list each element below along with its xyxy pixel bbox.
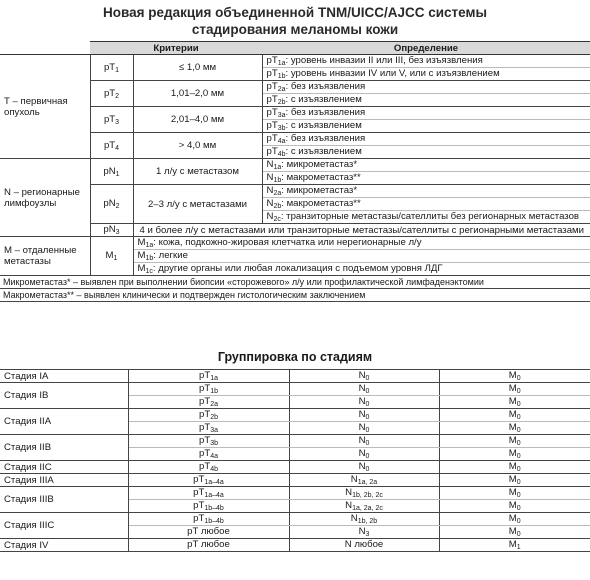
stage-n-value [289,409,439,422]
tnm-definition-text: : с изъязвлением [285,120,362,131]
tnm-code-main: pT [103,87,116,99]
stage-m-main: M [508,513,517,524]
tnm-code-sub: 4 [115,144,120,152]
stage-t-value [128,435,289,448]
tnm-header-definition: Определение [262,42,590,55]
stage-n-main: N [358,422,366,433]
stage-m-sub: 0 [516,388,521,395]
tnm-definition-text: : без изъязвления [285,81,366,92]
stage-n-sub: 1a, 2a, 2c [352,505,383,512]
tnm-definition [262,120,590,133]
stage-m-sub: 1 [516,544,521,551]
stages-title: Группировка по стадиям [217,350,373,364]
stage-t-sub: 4b [210,466,218,473]
tnm-note-row [0,276,590,289]
tnm-code [90,237,133,276]
tnm-definition [262,172,590,185]
tnm-definition-text: : макрометастаз** [281,172,361,183]
tnm-definition-prefix: pT [266,107,278,118]
tnm-definition-sub: 2a [273,190,282,197]
tnm-category-t: Т – первичная опухоль [0,55,90,159]
stage-t-main: pT [199,435,211,446]
stage-n-sub: 1b, 2b [357,518,378,525]
stage-row [0,513,590,526]
footnote: Микрометастаз* – выявлен при выполнении биопсии «сторожевого» л/у или профилактической лимфаденэктомии [0,276,590,289]
stage-row [0,370,590,383]
tnm-category-n: N – регионарные лимфоузлы [0,159,90,237]
stage-m-value [439,409,590,422]
stage-m-sub: 0 [516,505,521,512]
stage-n-value [289,422,439,435]
tnm-definition-sub: 1a [145,242,154,249]
stage-t-main: pT [199,396,211,407]
tnm-definition-sub: 1b [273,177,282,184]
stage-m-value [439,487,590,500]
tnm-definition-prefix: pT [266,120,278,131]
stage-n-sub: 0 [365,440,370,447]
tnm-table [0,41,590,302]
stage-t-sub: 1b [210,388,218,395]
stage-m-main: M [508,487,517,498]
tnm-category-m: М – отдаленные метастазы [0,237,90,276]
stage-t-value [128,422,289,435]
stage-n-main: N [345,500,353,511]
stage-m-main: M [508,370,517,381]
stage-m-main: M [508,422,517,433]
tnm-definition-sub: 3b [277,125,286,132]
stage-n-value [289,448,439,461]
stage-t-value [128,383,289,396]
stage-n-sub: 0 [365,453,370,460]
stage-m-sub: 0 [516,401,521,408]
stage-t-sub: 1a–4a [204,492,224,499]
tnm-definition [262,211,590,224]
stage-n-main: N [358,409,366,420]
stage-m-main: M [508,474,517,485]
stage-m-value [439,513,590,526]
tnm-definition-sub: 1a [277,60,286,67]
tnm-code-sub: 1 [115,170,120,178]
stage-row [0,435,590,448]
stage-n-value [289,474,439,487]
stage-n-value [289,500,439,513]
stage-t-sub: 2a [210,401,218,408]
stage-n-main: N [358,383,366,394]
stage-m-main: M [508,539,517,550]
stage-name: Стадия IV [0,539,128,552]
tnm-definition-sub: 1c [145,268,153,275]
stage-t-main: pT любое [187,539,230,550]
stage-m-value [439,383,590,396]
stage-n-sub: 1a, 2a [357,479,378,486]
stage-name: Стадия IB [0,383,128,409]
stage-name: Стадия IIIB [0,487,128,513]
tnm-definition-prefix: M [137,263,146,274]
tnm-definition-sub: 2b [277,99,286,106]
tnm-definition-sub: 1b [277,73,286,80]
tnm-definition-text: : другие органы или любая локализация с подъемом уровня ЛДГ [152,263,443,274]
stage-n-value [289,539,439,552]
stage-n-value [289,487,439,500]
tnm-definition [262,107,590,120]
footnote: Макрометастаз** – выявлен клинически и подтвержден гистологическим заключением [0,289,590,302]
stage-m-value [439,422,590,435]
tnm-definition [262,94,590,107]
tnm-criterion: ≤ 1,0 мм [133,55,262,81]
stage-m-sub: 0 [516,414,521,421]
stage-n-value [289,435,439,448]
tnm-definition-sub: 1a [273,164,282,171]
tnm-code-sub: 1 [115,66,120,74]
tnm-code-main: M [105,250,114,261]
stage-n-main: N [358,435,366,446]
tnm-code [90,107,133,133]
tnm-definition-prefix: N [266,159,274,170]
stage-name: Стадия IIB [0,435,128,461]
tnm-definition [133,263,590,276]
tnm-definition-sub: 4a [277,138,286,145]
stage-t-value [128,487,289,500]
tnm-definition-text: : уровень инвазии II или III, без изъязвления [285,55,483,66]
stage-n-value [289,526,439,539]
tnm-note-row [0,289,590,302]
stage-m-value [439,526,590,539]
tnm-definition-text: : без изъязвления [285,107,366,118]
stage-n-main: N [358,448,366,459]
stage-t-main: pT [199,448,211,459]
tnm-header-criteria: Критерии [90,42,262,55]
tnm-definition-sub: 3a [277,112,286,119]
tnm-definition-prefix: N [266,172,274,183]
stage-m-main: M [508,461,517,472]
tnm-definition [262,198,590,211]
stage-t-main: pT [199,383,211,394]
stage-m-sub: 0 [516,466,521,473]
stage-m-sub: 0 [516,427,521,434]
tnm-code [90,159,133,185]
tnm-definition-prefix: N [266,198,274,209]
tnm-definition-text: : с изъязвлением [285,94,362,105]
stage-m-value [439,500,590,513]
tnm-definition [262,133,590,146]
tnm-definition-prefix: pT [266,133,278,144]
stage-name: Стадия IIA [0,409,128,435]
tnm-definition-text: : макрометастаз** [281,198,361,209]
stage-m-value [439,396,590,409]
tnm-code-main: pT [103,139,116,151]
stage-t-sub: 1a [210,375,218,382]
stage-name: Стадия IIIA [0,474,128,487]
stage-t-main: pT [199,370,211,381]
stage-t-main: pT любое [187,526,230,537]
stage-row [0,487,590,500]
tnm-code-main: pT [103,113,116,125]
stage-n-value [289,383,439,396]
stage-m-value [439,370,590,383]
tnm-code-main: pN [103,224,116,235]
tnm-definition-sub: 4b [277,151,286,158]
tnm-definition-sub: 2c [273,216,281,223]
stage-m-sub: 0 [516,440,521,447]
stage-row [0,539,590,552]
stage-n-sub: 3 [365,531,370,538]
stage-n-main: N [350,513,358,524]
tnm-row [0,237,590,250]
stage-n-value [289,513,439,526]
tnm-definition [133,237,590,250]
tnm-definition-sub: 2b [273,203,282,210]
stage-m-value [439,435,590,448]
stage-n-value [289,370,439,383]
stage-row [0,383,590,396]
stage-m-value [439,448,590,461]
stage-n-sub: 0 [365,427,370,434]
tnm-definition-text: : уровень инвазии IV или V, или с изъязвлением [285,68,500,79]
tnm-definition-text: : кожа, подкожно-жировая клетчатка или нерегионарные л/у [153,237,422,248]
stage-m-sub: 0 [516,453,521,460]
stage-t-value [128,461,289,474]
stage-m-sub: 0 [516,531,521,538]
stage-t-main: pT [193,500,205,511]
stage-n-value [289,396,439,409]
stage-t-value [128,513,289,526]
tnm-definition-prefix: M [137,237,146,248]
stage-t-value [128,474,289,487]
stage-n-main: N [345,487,353,498]
tnm-header-blank [0,42,90,55]
tnm-code [90,81,133,107]
tnm-definition-prefix: pT [266,81,278,92]
tnm-code-sub: 3 [115,118,120,126]
tnm-code-sub: 3 [115,229,120,236]
stage-t-value [128,500,289,513]
tnm-definition-text: : транзиторные метастазы/сателлиты без регионарных метастазов [280,211,580,222]
stage-t-sub: 4a [210,453,218,460]
tnm-definition [262,55,590,68]
stage-t-sub: 1a–4a [204,479,224,486]
tnm-criterion: 1 л/у с метастазом [133,159,262,185]
stage-m-sub: 0 [516,479,521,486]
stage-n-sub: 0 [365,375,370,382]
title-line-2: стадирования меланомы кожи [191,22,399,37]
tnm-code-main: pN [103,198,116,209]
stage-t-main: pT [199,409,211,420]
stage-t-sub: 1b–4b [204,518,224,525]
stage-m-sub: 0 [516,375,521,382]
tnm-row [0,159,590,172]
tnm-definition-prefix: N [266,211,274,222]
stages-table [0,369,590,552]
stage-n-sub: 0 [365,466,370,473]
stage-t-sub: 2b [210,414,218,421]
tnm-definition-prefix: pT [266,94,278,105]
stage-m-main: M [508,383,517,394]
stage-m-main: M [508,448,517,459]
stage-n-main: N любое [344,539,384,550]
tnm-definition [133,250,590,263]
stage-t-main: pT [199,461,211,472]
stage-m-sub: 0 [516,518,521,525]
tnm-definition-prefix: pT [266,146,278,157]
tnm-code-sub: 2 [115,92,120,100]
tnm-row [0,55,590,68]
stage-t-main: pT [199,422,211,433]
stage-m-value [439,539,590,552]
stage-t-main: pT [193,474,205,485]
stage-n-sub: 1b, 2b, 2c [352,492,383,499]
stage-n-value [289,461,439,474]
stage-t-value [128,409,289,422]
stage-t-sub: 3b [210,440,218,447]
tnm-definition-prefix: M [137,250,146,261]
stage-m-main: M [508,396,517,407]
stage-m-value [439,461,590,474]
tnm-definition-text: : легкие [153,250,188,261]
stage-n-sub: 0 [365,388,370,395]
tnm-definition [262,81,590,94]
stage-n-sub: 0 [365,414,370,421]
tnm-definition-text: : микрометастаз* [281,159,358,170]
stage-n-main: N [350,474,358,485]
stage-row [0,474,590,487]
stage-t-sub: 1b–4b [204,505,224,512]
tnm-criterion: > 4,0 мм [133,133,262,159]
tnm-criterion: 1,01–2,0 мм [133,81,262,107]
tnm-code-sub: 1 [113,255,118,262]
title-line-1: Новая редакция объединенной TNM/UICC/AJCC системы [103,5,487,20]
tnm-definition [262,68,590,81]
stage-n-main: N [358,461,366,472]
tnm-criterion: 2–3 л/у с метастазами [133,185,262,224]
tnm-n3-definition: 4 и более л/у с метастазами или транзиторные метастазы/сателлиты с регионарными метастазами [133,224,590,237]
stage-row [0,461,590,474]
tnm-code-main: pN [103,165,116,177]
tnm-definition [262,185,590,198]
stage-row [0,409,590,422]
stage-name: Стадия IIIC [0,513,128,539]
tnm-criterion: 2,01–4,0 мм [133,107,262,133]
tnm-definition-prefix: pT [266,55,278,66]
stage-m-main: M [508,500,517,511]
stage-t-value [128,539,289,552]
tnm-definition-sub: 2a [277,86,286,93]
stage-n-main: N [358,526,366,537]
tnm-definition-text: : микрометастаз* [281,185,358,196]
tnm-definition-text: : без изъязвления [285,133,366,144]
stage-m-sub: 0 [516,492,521,499]
stage-t-main: pT [193,487,205,498]
tnm-definition [262,146,590,159]
stage-m-main: M [508,435,517,446]
stage-name: Стадия IA [0,370,128,383]
tnm-definition-prefix: pT [266,68,278,79]
stage-t-sub: 3a [210,427,218,434]
tnm-code [90,55,133,81]
stage-t-value [128,370,289,383]
tnm-definition [262,159,590,172]
stage-m-value [439,474,590,487]
tnm-code [90,133,133,159]
stage-t-main: pT [193,513,205,524]
stage-t-value [128,526,289,539]
tnm-definition-sub: 1b [145,255,154,262]
tnm-definition-text: : с изъязвлением [285,146,362,157]
stage-m-main: M [508,409,517,420]
stage-n-main: N [358,396,366,407]
tnm-code [90,185,133,224]
tnm-code [90,224,133,237]
document-title [0,4,590,38]
stage-m-main: M [508,526,517,537]
tnm-code-sub: 2 [115,203,120,210]
stage-n-sub: 0 [365,401,370,408]
stage-t-value [128,448,289,461]
stage-t-value [128,396,289,409]
stage-n-main: N [358,370,366,381]
tnm-definition-prefix: N [266,185,274,196]
tnm-code-main: pT [103,61,116,73]
stage-name: Стадия IIC [0,461,128,474]
